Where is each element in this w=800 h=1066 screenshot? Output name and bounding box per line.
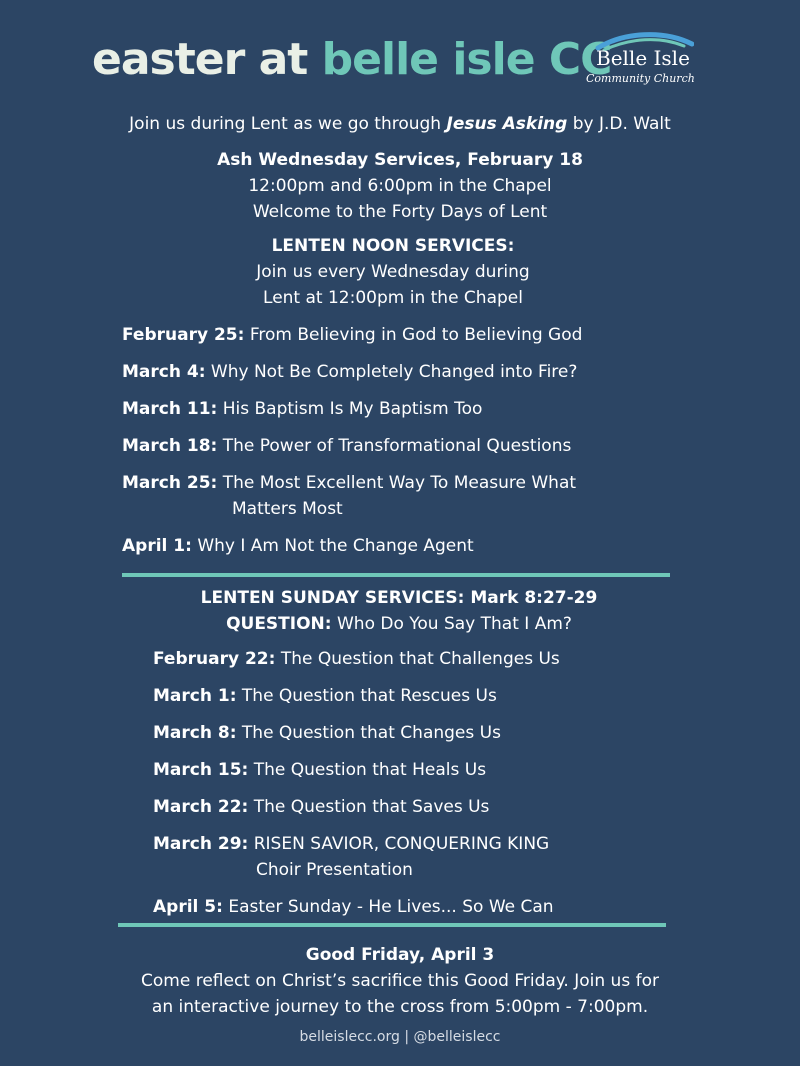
item-date: March 15: bbox=[153, 760, 249, 780]
item-title: Why Not Be Completely Changed into Fire? bbox=[210, 362, 578, 382]
list-item bbox=[153, 683, 560, 709]
question-label: QUESTION: bbox=[226, 614, 332, 634]
list-item bbox=[153, 757, 560, 783]
list-item bbox=[122, 396, 582, 422]
list-item bbox=[122, 359, 582, 385]
item-title: RISEN SAVIOR, CONQUERING KING bbox=[253, 834, 550, 854]
noon-heading: LENTEN NOON SERVICES: bbox=[271, 236, 515, 256]
good-friday-line-2: an interactive journey to the cross from 5:00pm - 7:00pm. bbox=[151, 997, 649, 1017]
noon-services-list bbox=[122, 322, 582, 559]
list-item bbox=[122, 433, 582, 459]
noon-line-1: Join us every Wednesday during bbox=[256, 262, 530, 282]
sunday-heading: LENTEN SUNDAY SERVICES: Mark 8:27-29 bbox=[200, 588, 598, 608]
item-title: Why I Am Not the Change Agent bbox=[197, 536, 474, 556]
item-title: Easter Sunday - He Lives... So We Can bbox=[228, 897, 554, 917]
item-title: The Question that Rescues Us bbox=[241, 686, 497, 706]
sunday-services-list bbox=[153, 646, 560, 920]
item-date: April 5: bbox=[153, 897, 223, 917]
list-item bbox=[153, 894, 560, 920]
item-title-continued: Matters Most bbox=[232, 499, 343, 519]
item-date: March 25: bbox=[122, 473, 218, 493]
ash-wednesday-heading: Ash Wednesday Services, February 18 bbox=[217, 150, 583, 170]
list-item bbox=[122, 533, 582, 559]
item-title: The Question that Changes Us bbox=[241, 723, 501, 743]
divider bbox=[118, 923, 666, 927]
ash-wednesday-section bbox=[0, 147, 800, 225]
item-title-continued: Choir Presentation bbox=[256, 860, 413, 880]
noon-services-section bbox=[0, 233, 786, 311]
item-title: The Question that Saves Us bbox=[253, 797, 490, 817]
good-friday-heading: Good Friday, April 3 bbox=[305, 945, 495, 965]
item-date: March 4: bbox=[122, 362, 206, 382]
item-title: The Question that Challenges Us bbox=[280, 649, 560, 669]
title-part-2: belle isle CC bbox=[321, 34, 612, 85]
item-title: The Power of Transformational Questions bbox=[222, 436, 572, 456]
question-text: Who Do You Say That I Am? bbox=[336, 614, 572, 634]
good-friday-line-1: Come reflect on Christ’s sacrifice this Good Friday. Join us for bbox=[141, 971, 659, 991]
item-date: March 1: bbox=[153, 686, 237, 706]
intro-suffix: by J.D. Walt bbox=[567, 114, 671, 134]
divider bbox=[122, 573, 670, 577]
item-date: March 11: bbox=[122, 399, 218, 419]
good-friday-section bbox=[0, 942, 800, 1020]
sunday-question bbox=[0, 611, 798, 637]
item-date: February 22: bbox=[153, 649, 276, 669]
church-logo bbox=[586, 30, 706, 102]
item-title: From Believing in God to Believing God bbox=[249, 325, 583, 345]
item-date: March 22: bbox=[153, 797, 249, 817]
ash-wednesday-line-2: Welcome to the Forty Days of Lent bbox=[252, 202, 548, 222]
list-item bbox=[122, 470, 582, 522]
ash-wednesday-line-1: 12:00pm and 6:00pm in the Chapel bbox=[248, 176, 552, 196]
item-date: February 25: bbox=[122, 325, 245, 345]
item-date: March 18: bbox=[122, 436, 218, 456]
intro-text bbox=[0, 112, 800, 136]
list-item bbox=[153, 720, 560, 746]
title-part-1: easter at bbox=[92, 34, 322, 85]
list-item bbox=[122, 322, 582, 348]
item-title: His Baptism Is My Baptism Too bbox=[222, 399, 483, 419]
item-date: March 29: bbox=[153, 834, 249, 854]
list-item bbox=[153, 646, 560, 672]
item-title: The Question that Heals Us bbox=[253, 760, 487, 780]
list-item bbox=[153, 831, 560, 883]
list-item bbox=[153, 794, 560, 820]
logo-name: Belle Isle bbox=[596, 46, 690, 70]
item-date: April 1: bbox=[122, 536, 192, 556]
intro-prefix: Join us during Lent as we go through bbox=[129, 114, 447, 134]
item-date: March 8: bbox=[153, 723, 237, 743]
sunday-services-section bbox=[0, 585, 798, 637]
footer-links: belleislecc.org | @belleislecc bbox=[299, 1029, 501, 1045]
noon-line-2: Lent at 12:00pm in the Chapel bbox=[263, 288, 523, 308]
page-title bbox=[92, 34, 611, 86]
logo-subtitle: Community Church bbox=[586, 72, 695, 85]
item-title: The Most Excellent Way To Measure What bbox=[222, 473, 577, 493]
book-title: Jesus Asking bbox=[446, 114, 568, 134]
